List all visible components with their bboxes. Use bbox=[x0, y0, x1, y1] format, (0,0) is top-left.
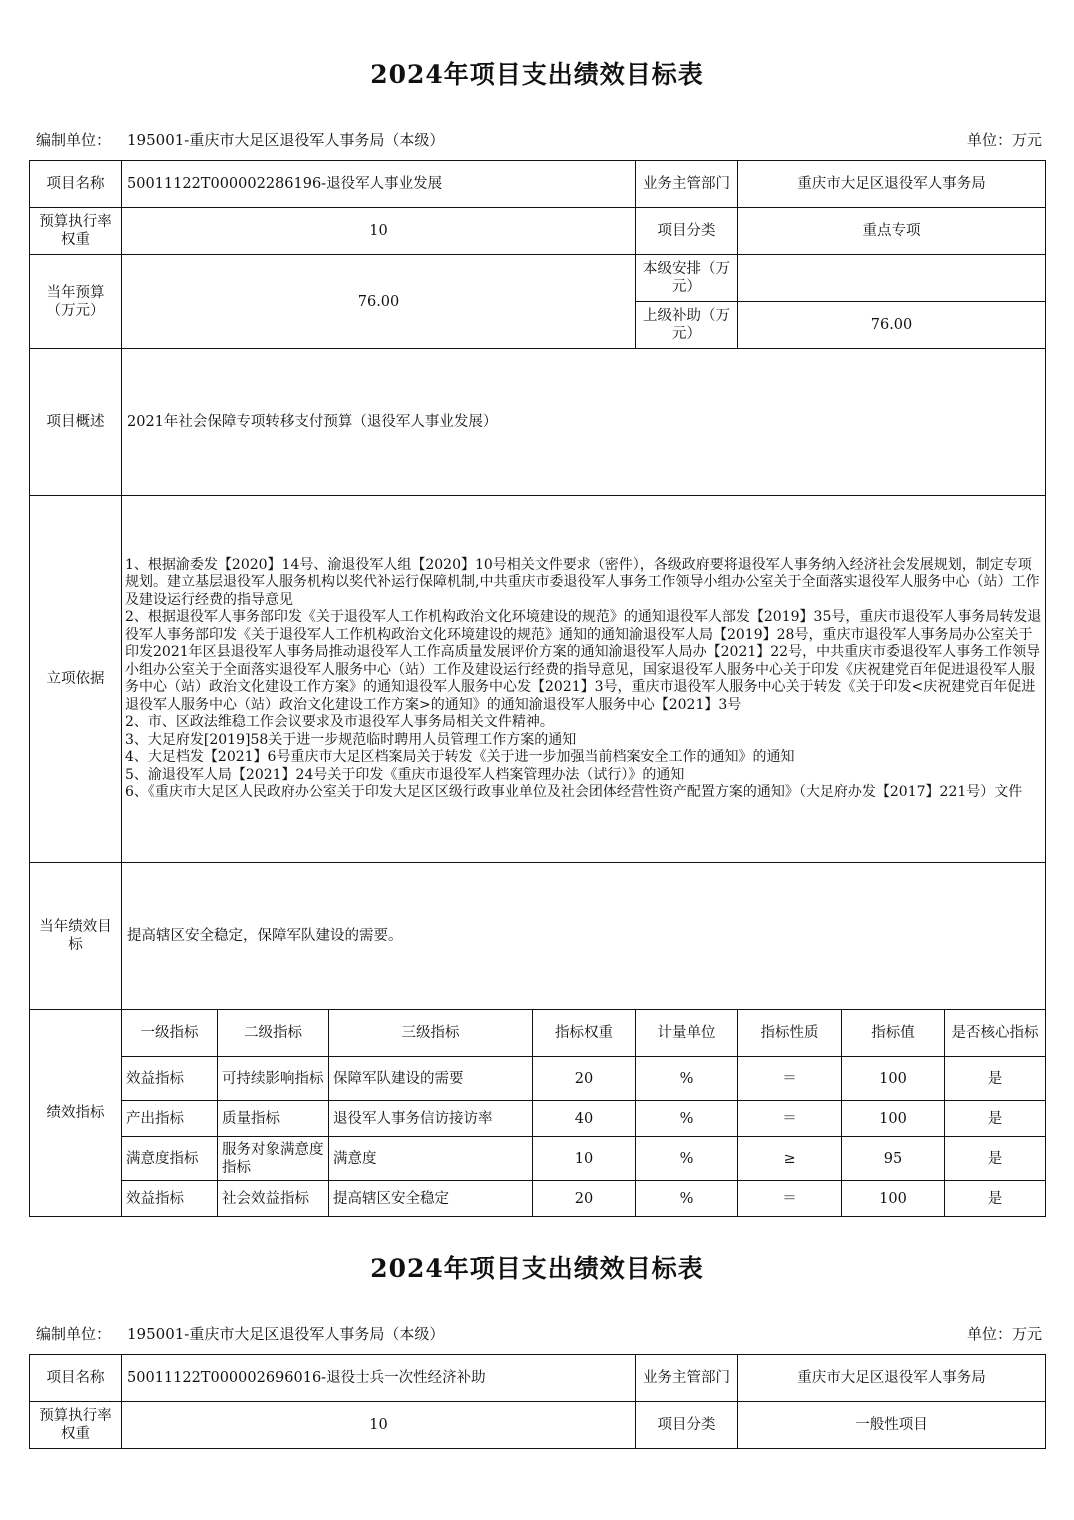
table-row bbox=[30, 1057, 1046, 1101]
goal-label: 当年绩效目标 bbox=[30, 863, 122, 1010]
category-value: 一般性项目 bbox=[738, 1402, 1046, 1449]
category-label: 项目分类 bbox=[636, 208, 738, 255]
dept-label: 业务主管部门 bbox=[636, 1355, 738, 1402]
value-cell: 100 bbox=[842, 1057, 945, 1101]
header-level1: 一级指标 bbox=[122, 1010, 218, 1057]
level3-cell: 提高辖区安全稳定 bbox=[329, 1181, 533, 1217]
core-cell: 是 bbox=[945, 1137, 1046, 1181]
weight-value: 10 bbox=[122, 1402, 636, 1449]
org-value: 195001-重庆市大足区退役军人事务局（本级） bbox=[127, 1325, 445, 1343]
form2-title: 2024年项目支出绩效目标表 bbox=[370, 1254, 704, 1283]
table-row bbox=[30, 1181, 1046, 1217]
value-cell: 95 bbox=[842, 1137, 945, 1181]
nature-cell: ≥ bbox=[738, 1137, 842, 1181]
value-cell: 100 bbox=[842, 1181, 945, 1217]
level1-cell: 产出指标 bbox=[122, 1101, 218, 1137]
weight-value: 10 bbox=[122, 208, 636, 255]
level1-cell: 满意度指标 bbox=[122, 1137, 218, 1181]
header-weight: 指标权重 bbox=[533, 1010, 636, 1057]
level2-cell: 服务对象满意度指标 bbox=[218, 1137, 329, 1181]
weight-label: 预算执行率权重 bbox=[30, 208, 122, 255]
core-cell: 是 bbox=[945, 1057, 1046, 1101]
dept-value: 重庆市大足区退役军人事务局 bbox=[738, 1355, 1046, 1402]
nature-cell: ＝ bbox=[738, 1101, 842, 1137]
nature-cell: ＝ bbox=[738, 1057, 842, 1101]
unit-cell: % bbox=[636, 1181, 738, 1217]
superior-value: 76.00 bbox=[738, 302, 1046, 349]
header-unit: 计量单位 bbox=[636, 1010, 738, 1057]
form1-title: 2024年项目支出绩效目标表 bbox=[370, 60, 704, 89]
dept-value: 重庆市大足区退役军人事务局 bbox=[738, 161, 1046, 208]
project-name-value: 50011122T000002286196-退役军人事业发展 bbox=[122, 161, 636, 208]
indicators-label: 绩效指标 bbox=[30, 1010, 122, 1217]
level3-cell: 满意度 bbox=[329, 1137, 533, 1181]
unit-label: 单位：万元 bbox=[966, 1325, 1042, 1343]
level2-cell: 可持续影响指标 bbox=[218, 1057, 329, 1101]
form2-meta bbox=[36, 1323, 1042, 1344]
weight-cell: 40 bbox=[533, 1101, 636, 1137]
level3-cell: 保障军队建设的需要 bbox=[329, 1057, 533, 1101]
header-level2: 二级指标 bbox=[218, 1010, 329, 1057]
superior-label: 上级补助（万元） bbox=[636, 302, 738, 349]
form2-table bbox=[29, 1354, 1046, 1449]
org-value: 195001-重庆市大足区退役军人事务局（本级） bbox=[127, 131, 445, 149]
table-row bbox=[30, 1101, 1046, 1137]
weight-cell: 10 bbox=[533, 1137, 636, 1181]
unit-cell: % bbox=[636, 1137, 738, 1181]
weight-cell: 20 bbox=[533, 1057, 636, 1101]
local-value bbox=[738, 255, 1046, 302]
level2-cell: 社会效益指标 bbox=[218, 1181, 329, 1217]
form1-table bbox=[29, 160, 1046, 1217]
budget-value: 76.00 bbox=[122, 255, 636, 349]
budget-label: 当年预算（万元） bbox=[30, 255, 122, 349]
weight-cell: 20 bbox=[533, 1181, 636, 1217]
core-cell: 是 bbox=[945, 1101, 1046, 1137]
category-label: 项目分类 bbox=[636, 1402, 738, 1449]
unit-cell: % bbox=[636, 1101, 738, 1137]
header-value: 指标值 bbox=[842, 1010, 945, 1057]
project-name-label: 项目名称 bbox=[30, 161, 122, 208]
level1-cell: 效益指标 bbox=[122, 1181, 218, 1217]
level1-cell: 效益指标 bbox=[122, 1057, 218, 1101]
level2-cell: 质量指标 bbox=[218, 1101, 329, 1137]
header-level3: 三级指标 bbox=[329, 1010, 533, 1057]
dept-label: 业务主管部门 bbox=[636, 161, 738, 208]
org-label: 编制单位： bbox=[36, 1325, 112, 1343]
nature-cell: ＝ bbox=[738, 1181, 842, 1217]
header-core: 是否核心指标 bbox=[945, 1010, 1046, 1057]
level3-cell: 退役军人事务信访接访率 bbox=[329, 1101, 533, 1137]
value-cell: 100 bbox=[842, 1101, 945, 1137]
project-name-value: 50011122T000002696016-退役士兵一次性经济补助 bbox=[122, 1355, 636, 1402]
project-name-label: 项目名称 bbox=[30, 1355, 122, 1402]
basis-label: 立项依据 bbox=[30, 496, 122, 863]
weight-label: 预算执行率权重 bbox=[30, 1402, 122, 1449]
basis-value: 1、根据渝委发【2020】14号、渝退役军人组【2020】10号相关文件要求（密件），各级政府要将退役军人事务纳入经济社会发展规划，制定专项规划。建立基层退役军人服务机构以奖代补运行保障机制,中共重庆市委退役军人事务工作领导小组办公室关于全面落实退役军人服务中心（站）工作及建设运行经费的指导意见 2、根据退役军人事务部印发《关于退役军人工作机构政治文化环境建设的规范》的通知退役军人部发【2019】35号，重庆市退役军人事务局转发退役军人事务部印发《关于退役军人工作机构政治文化环境建设的规范》通知的通知渝退役军人局【2019】28号，重庆市退役军人事务局办公室关于印发2021年区县退役军人事务局推动退役军人工作高质量发展评价方案的通知渝退役军人局办【2021】22号，中共重庆市委退役军人事务工作领导小组办公室关于全面落实退役军人服务中心（站）工作及建设运行经费的指导意见，国家退役军人服务中心关于印发《庆祝建党百年促进退役军人服务中心（站）政治文化建设工作方案》的通知退役军人服务中心发【2021】3号，重庆市退役军人服务中心关于转发《关于印发<庆祝建党百年促进退役军人服务中心（站）政治文化建设工作方案>的通知》的通知渝退役军人服务中心【2021】3号 2、市、区政法维稳工作会议要求及市退役军人事务局相关文件精神。 3、大足府发[2019]58关于进一步规范临时聘用人员管理工作方案的通知 4、大足档发【2021】6号重庆市大足区档案局关于转发《关于进一步加强当前档案安全工作的通知》的通知 5、渝退役军人局【2021】24号关于印发《重庆市退役军人档案管理办法（试行）》的通知 6、《重庆市大足区人民政府办公室关于印发大足区区级行政事业单位及社会团体经营性资产配置方案的通知》（大足府办发【2017】221号）文件 bbox=[122, 496, 1046, 863]
form1-meta bbox=[36, 129, 1042, 150]
core-cell: 是 bbox=[945, 1181, 1046, 1217]
table-row bbox=[30, 1137, 1046, 1181]
category-value: 重点专项 bbox=[738, 208, 1046, 255]
overview-label: 项目概述 bbox=[30, 349, 122, 496]
local-label: 本级安排（万元） bbox=[636, 255, 738, 302]
goal-value: 提高辖区安全稳定，保障军队建设的需要。 bbox=[122, 863, 1046, 1010]
unit-label: 单位：万元 bbox=[966, 131, 1042, 149]
header-nature: 指标性质 bbox=[738, 1010, 842, 1057]
overview-value: 2021年社会保障专项转移支付预算（退役军人事业发展） bbox=[122, 349, 1046, 496]
unit-cell: % bbox=[636, 1057, 738, 1101]
org-label: 编制单位： bbox=[36, 131, 112, 149]
